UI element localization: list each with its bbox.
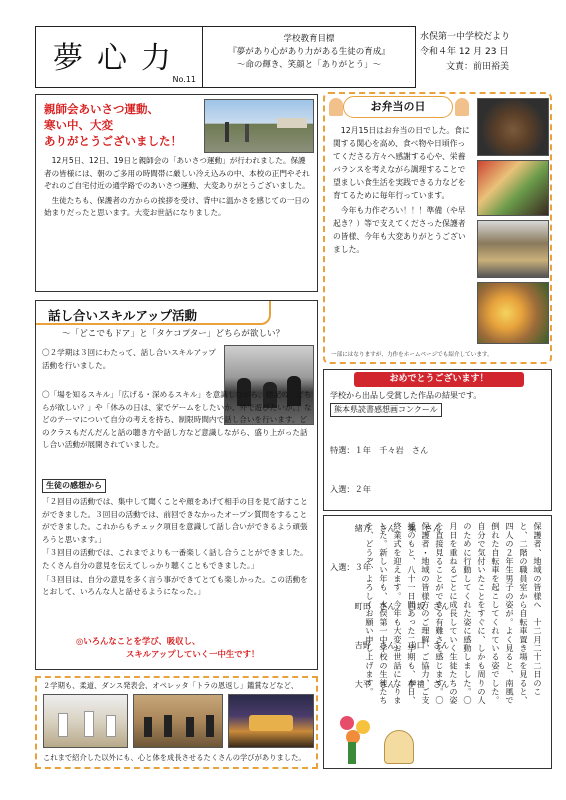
greeting-paragraph-2: 生徒たちも、保護者の方からの挨拶を受け、背中に温かさを感じての一日の始まりだったと思います。大変お世話になりました。 bbox=[44, 195, 310, 218]
motto-heading: 学校教育目標 bbox=[283, 34, 335, 44]
greeting-article bbox=[35, 94, 318, 292]
skillup-article bbox=[35, 300, 318, 670]
chef-icon bbox=[329, 98, 343, 116]
newsletter-title: 夢心力 bbox=[53, 41, 185, 76]
bento-photo-1 bbox=[477, 98, 549, 156]
greeting-headline-2: 寒い中、大変 bbox=[44, 118, 113, 132]
photo-figure bbox=[186, 717, 194, 737]
character-icon bbox=[384, 730, 414, 764]
events-photo-judo bbox=[43, 694, 128, 748]
greeting-photo bbox=[204, 99, 314, 153]
flower-stem bbox=[348, 742, 356, 764]
flower-bouquet-icon bbox=[332, 716, 382, 766]
school-name: 水俣第一中学校だより bbox=[420, 32, 511, 42]
skillup-closing-2: スキルアップしていく一中生です！ bbox=[126, 649, 260, 659]
greeting-headline-1: 親師会あいさつ運動、 bbox=[44, 102, 159, 116]
award-row: 緒方 さん、 集 さん bbox=[330, 523, 442, 533]
author: 文責：前田裕美 bbox=[446, 62, 510, 72]
skillup-title: 話し合いスキルアップ活動 bbox=[48, 308, 198, 323]
skillup-closing-1: ◎いろんなことを学び、吸収し、 bbox=[76, 636, 201, 646]
motto-line-1: 『夢があり心があり力がある生徒の育成』 bbox=[228, 47, 390, 57]
photo-figure bbox=[144, 717, 152, 737]
photo-figure bbox=[245, 124, 249, 142]
bento-paragraph-1: 12月15日はお弁当の日でした。食に関する関心を高め、食べ物や日頃作ってくださる方々へ感謝する心や、栄養バランスを考えながら調理することで望ましい食生活を実践できる力などを育てるために毎年行っています。 bbox=[333, 126, 470, 200]
events-caption: ２学期も、柔道、ダンス発表会、オペレッタ「トラの恩返し」鑑賞などなど、 bbox=[43, 681, 299, 690]
events-strip bbox=[35, 676, 318, 769]
skillup-item-2: 〇「場を知るスキル」「広げる・深めるスキル」を意識しながら、標記の「どちらが欲しい？」や「休みの日は、家でゲームをしたいか、外で遊びたいか。」などのテーマについて自分の考えを持ち、制限時間内で話し合いを行います。どのクラスもだんだんと話の聴き方や話し方など意識しながら、盛り上がった話し合い活動が展開されていました。 bbox=[42, 390, 312, 450]
awards-banner: おめでとうございます！ bbox=[354, 372, 524, 387]
issue-number: No.11 bbox=[172, 75, 196, 84]
bento-note: 一部にはなりますが、力作をホームページでも紹介しています。 bbox=[331, 352, 493, 358]
photo-figure bbox=[164, 715, 172, 737]
closing-letter-text: 保護者、地域の皆様へ 十二月二十二日のこと、二階の職員室から自転車置き場を見ると、四人の２年生男子の姿が。よく見ると、南風で倒れた自転車を起こしてくれている姿でした。自分で気付いたことをすぐに、しかも周りの人のために行動してくれた姿に感動しました。〇月日を重ねるごとに成長していく生徒たちの姿を直接見ることができる有難さを感じます。〇保護者・地域の皆様方のご理解、ご協力、ご支援のもと、八十一日間あった二学期も、本日、終業式を迎えます。今年も大変お世話になりました。新しい年も、水俣第一中学校の生徒たちを、どうぞ、よろしくお願い申し上げます。 bbox=[365, 522, 543, 705]
greeting-headline-3: ありがとうございました！ bbox=[44, 134, 182, 148]
school-motto-box bbox=[203, 26, 416, 88]
photo-figure bbox=[106, 715, 116, 737]
award-row: 入選：３年 bbox=[330, 562, 371, 572]
header-meta bbox=[420, 30, 550, 75]
skillup-closing bbox=[76, 635, 316, 661]
events-photo-operetta bbox=[228, 694, 314, 748]
motto-line-2: ～命の輝き、笑顔と「ありがとう」～ bbox=[236, 60, 382, 70]
greeting-body bbox=[44, 155, 312, 220]
quote-1: 「２回目の活動では、集中して聞くことや顔をあげて相手の目を見て話すことができました。３回目の活動では、前回できなかったオープン質問をすることができました。これからもチェック項目を意識して話し合いができるよう頑張ろうと思います。」 bbox=[42, 497, 308, 544]
quote-3: 「３回目は、自分の意見を多く言う事ができてとても楽しかった。この活動をとおして、いろんな人と話せるようになった。」 bbox=[42, 574, 308, 597]
chef-icon bbox=[455, 98, 469, 116]
skillup-subtitle: ～「どこでもドア」と「タケコプター」どちらが欲しい？ bbox=[62, 329, 285, 339]
bento-article bbox=[323, 92, 552, 364]
issue-date: 令和４年 12 月 23 日 bbox=[420, 47, 509, 57]
bento-body bbox=[333, 124, 473, 256]
photo-figure bbox=[58, 713, 68, 737]
photo-figure bbox=[84, 711, 94, 737]
quote-2: 「３回目の活動では、これまでよりも一番楽しく話し合うことができました。たくさん自分の意見を伝えてしっかり聴くこともできました。」 bbox=[42, 548, 308, 570]
bento-title-pill bbox=[343, 96, 453, 118]
closing-letter bbox=[323, 515, 552, 769]
events-footer: これまで紹介した以外にも、心と体を成長させるたくさんの学びがありました。 bbox=[43, 753, 306, 762]
impressions-quotes bbox=[42, 496, 314, 599]
skillup-item-1: 〇２学期は３回にわたって、話し合いスキルアップ活動を行いました。 bbox=[42, 348, 216, 370]
award-row: 町田 さん、 白坂 さん bbox=[330, 601, 450, 611]
bento-photo-2 bbox=[477, 160, 549, 216]
events-photo-dance bbox=[133, 694, 223, 748]
award-row: 入選：２年 bbox=[330, 484, 371, 494]
award-row: 特選：１年 千々岩 さん bbox=[330, 445, 429, 455]
awards-contest: 熊本県読書感想画コンクール bbox=[330, 403, 442, 417]
greeting-headline bbox=[44, 101, 194, 149]
greeting-paragraph-1: 12月5日、12日、19日と親師会の「あいさつ運動」が行われました。保護者の皆様には、朝のご多用の時間帯に厳しい冷え込みの中、本校の正門やそれぞれのご自宅付近の通学路でのあいさつ運動、大変ありがとうございました。 bbox=[44, 156, 310, 191]
newsletter-title-box bbox=[35, 26, 203, 88]
photo-figure bbox=[225, 122, 229, 142]
flower-petal bbox=[340, 716, 354, 730]
award-row: 吉野 さん、 山口 さん bbox=[330, 640, 450, 650]
photo-figure bbox=[206, 715, 214, 737]
awards-intro: 学校から出品し受賞した作品の結果です。 bbox=[330, 391, 482, 400]
bento-paragraph-2: 今年も力作ぞろい！！！準備（や早起き？）等で支えてくださった保護者の皆様、今年も大変ありがとうございました。 bbox=[333, 206, 466, 254]
impressions-label: 生徒の感想から bbox=[42, 479, 106, 493]
bento-photo-3 bbox=[477, 220, 549, 278]
award-row: 大平 さん、 伊禮 さん bbox=[330, 679, 450, 689]
bento-photo-4 bbox=[477, 282, 549, 344]
bento-title: お弁当の日 bbox=[370, 100, 426, 113]
photo-building bbox=[277, 118, 307, 128]
photo-stage-prop bbox=[249, 715, 293, 731]
